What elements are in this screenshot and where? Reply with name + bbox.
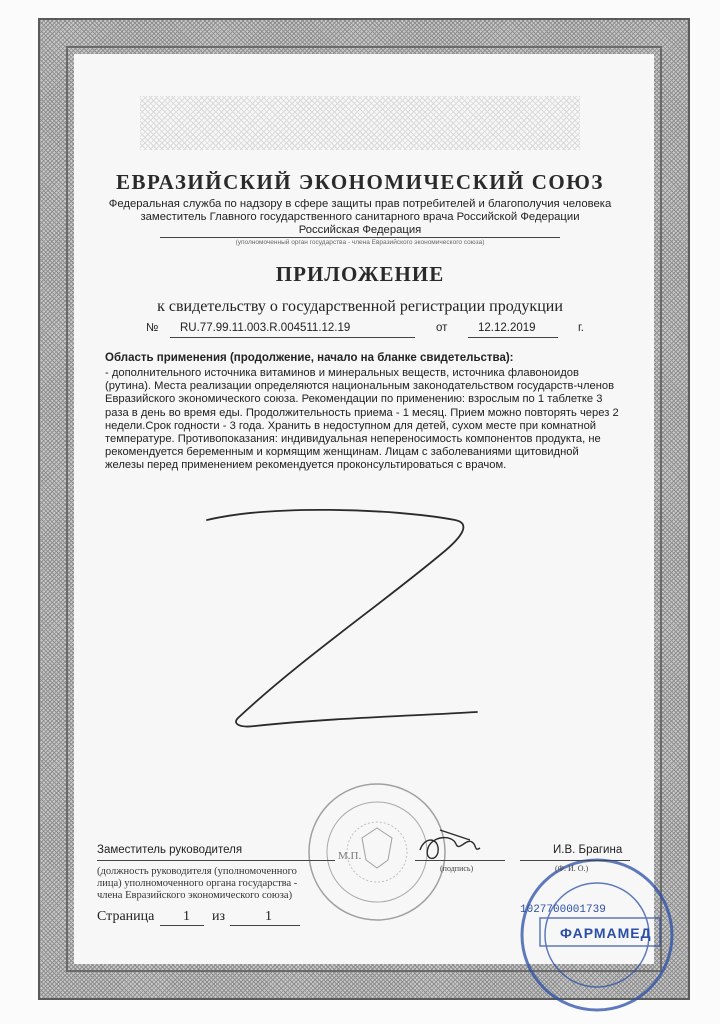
scope-line: раза в день во время еды. Продолжительность приема - 1 месяц. Прием можно повторять через 2 (105, 406, 619, 419)
scope-line: рекомендуется беременным и кормящим женщинам. Лицам с заболеваниями щитовидной (105, 446, 579, 459)
agency-line-2: заместитель Главного государственного санитарного врача Российской Федерации (140, 211, 580, 223)
page-label: Страница (97, 909, 155, 924)
scope-title: Область применения (продолжение, начало на бланке свидетельства): (105, 352, 514, 364)
position-caption (97, 866, 357, 902)
document-title: ПРИЛОЖЕНИЕ (275, 262, 445, 286)
registration-date: 12.12.2019 (478, 322, 536, 334)
organ-caption: (уполномоченный орган государства - члена Евразийского экономического союза) (235, 239, 485, 246)
position-underline (97, 860, 335, 861)
signature-caption: (подпись) (440, 864, 474, 873)
scope-line: - дополнительного источника витаминов и минеральных веществ, источника флавоноидов (105, 367, 579, 379)
number-label: № (146, 322, 159, 334)
z-strike-mark (207, 510, 477, 727)
copy-stamp-name: ФАРМАМЕД (560, 925, 652, 941)
total-pages-underline (230, 925, 300, 926)
year-suffix: г. (578, 322, 584, 334)
scope-line: недели.Срок годности - 3 года. Хранить в недоступном для детей, сухом месте при комнатной (105, 419, 597, 432)
copy-stamp-number: 1027700001739 (520, 904, 606, 916)
name-caption: (Ф. И. О.) (555, 864, 589, 873)
total-pages: 1 (265, 909, 272, 924)
position-caption-line: лица) уполномоченного органа государства - (97, 878, 298, 889)
position-caption-line: (должность руководителя (уполномоченного (97, 866, 297, 877)
union-title: ЕВРАЗИЙСКИЙ ЭКОНОМИЧЕСКИЙ СОЮЗ (116, 170, 604, 194)
signature-underline (415, 860, 505, 861)
of-label: из (212, 909, 226, 924)
signatory-position: Заместитель руководителя (97, 844, 243, 856)
name-underline (520, 860, 630, 861)
registration-number: RU.77.99.11.003.R.004511.12.19 (180, 322, 351, 334)
signature-mark (420, 830, 480, 858)
document-subtitle: к свидетельству о государственной регистрации продукции (157, 298, 563, 315)
agency-line-3: Российская Федерация (298, 224, 422, 236)
signatory-name: И.В. Брагина (553, 844, 623, 856)
page-number: 1 (183, 909, 190, 924)
scope-line: (рутина). Места реализации определяются национальным законодательством государств-членов (105, 380, 615, 393)
scope-line: Евразийского экономического союза. Рекомендации по применению: взрослым по 1 таблетке 3 (105, 393, 603, 406)
scope-line: железы перед применением рекомендуется проконсультироваться с врачом. (105, 459, 507, 472)
scope-line: температуре. Противопоказания: индивидуальная непереносимость компонентов продукта, не (105, 433, 601, 446)
page-number-underline (160, 925, 204, 926)
position-caption-line: члена Евразийского экономического союза) (97, 890, 293, 901)
agency-line-1: Федеральная служба по надзору в сфере защиты прав потребителей и благополучия человека (108, 198, 612, 210)
seal-mp: М.П. (338, 850, 362, 862)
date-from-label: от (436, 322, 448, 334)
